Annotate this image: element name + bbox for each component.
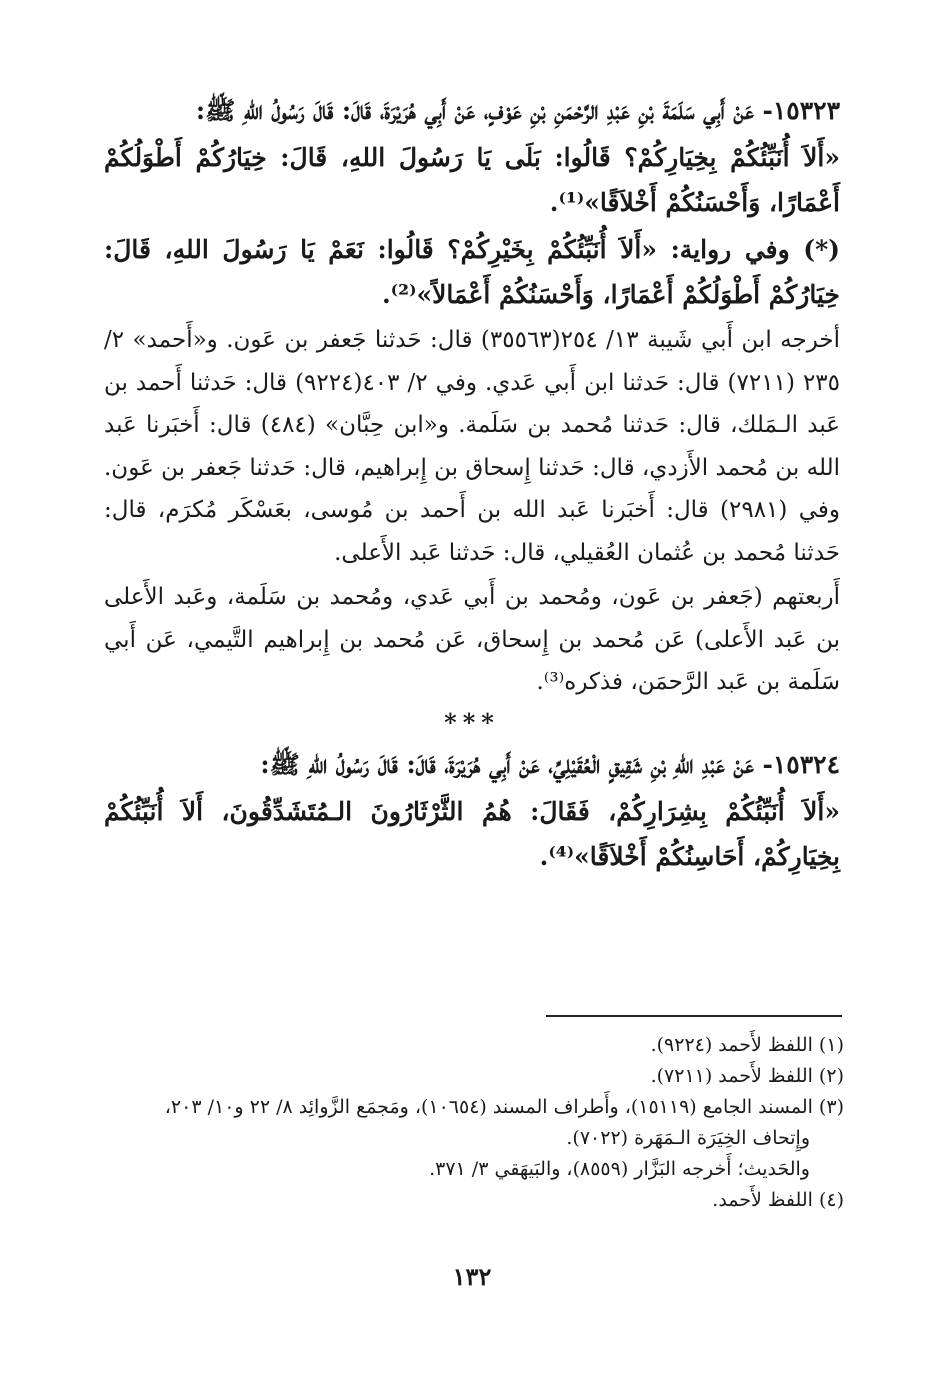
footnote-4: (٤) اللفظ لأَحمد. [712,1189,844,1211]
footnotes [104,1030,844,1216]
footnote-3-continued: وإِتحاف الخِيَرَة الـمَهَرة (٧٠٢٢). [566,1127,810,1149]
footnote-divider [546,1015,842,1017]
takhrij-paragraph: أخرجه ابن أَبي شَيبة ١٣/ ٢٥٤(٣٥٥٦٣) قال: حَدثنا جَعفر بن عَون. و«أَحمد» ٢/ ٢٣٥ (٧٢١١) قال: حَدثنا ابن أَبي عَدي. وفي ٢/ ٤٠٣(٩٢٢٤) قال: حَدثنا أَحمد بن عَبد الـمَلك، قال: حَدثنا مُحمد بن سَلَمة. و«ابن حِبَّان» (٤٨٤) قال: أَخبَرنا عَبد الله بن مُحمد الأَزدي، قال: حَدثنا إِسحاق بن إِبراهيم، قال: حَدثنا جَعفر بن عَون. وفي (٢٩٨١) قال: أَخبَرنا عَبد الله بن أَحمد بن مُوسى، بعَسْكَر مُكرَم، قال: حَدثنا مُحمد بن عُثمان العُقيلي، قال: حَدثنا عَبد الأَعلى. [104,327,841,566]
page-number: ١٣٢ [452,1262,492,1291]
hadith-variant: (*) وفي رواية: «أَلاَ أُنَبِّئُكُمْ بِخَيْرِكُمْ؟ قَالُوا: نَعَمْ يَا رَسُولَ اللهِ، قَالَ: خِيَارُكُمْ أَطْوَلُكُمْ أَعْمَارًا، وَأَحْسَنُكُمْ أَعْمَالاً»⁽²⁾. [104,235,840,309]
isnad-summary: أَربعتهم (جَعفر بن عَون، ومُحمد بن أَبي عَدي، ومُحمد بن سَلَمة، وعَبد الأَعلى بن عَبد الأَعلى) عَن مُحمد بن إِسحاق، عَن مُحمد بن إِبراهيم التَّيمي، عَن أَبي سَلَمة بن عَبد الرَّحمَن، فذكره⁽³⁾. [104,584,840,695]
page-body [104,88,840,881]
hadith-text: «أَلاَ أُنَبِّئُكُمْ بِخِيَارِكُمْ؟ قَالُوا: بَلَى يَا رَسُولَ اللهِ، قَالَ: خِيَارُكُمْ أَطْوَلُكُمْ أَعْمَارًا، وَأَحْسَنُكُمْ أَخْلاَقًا»⁽¹⁾. [104,143,840,217]
footnote-3: (٣) المسند الجامع (١٥١١٩)، وأَطراف المسند (١٠٦٥٤)، ومَجمَع الزَّوائِد ٨/ ٢٢ و١٠/ ٢٠٣، [164,1096,844,1118]
hadith-number: ١٥٣٢٣ [772,96,840,125]
hadith-isnad: - عَنْ أَبِي سَلَمَةَ بْنِ عَبْدِ الرَّحْمَنِ بْنِ عَوْفٍ، عَنْ أَبِي هُرَيْرَةَ، قَالَ: قَالَ رَسُولُ اللهِ ﷺ: [195,96,773,125]
hadith-15323-header [104,88,840,133]
hadith-number: ١٥٣٢٤ [772,749,840,779]
hadith-15324-header [104,742,840,787]
section-separator: *** [444,707,500,737]
hadith-text: «أَلاَ أُنَبِّئُكُمْ بِشِرَارِكُمْ، فَقَالَ: هُمُ الثَّرْثَارُونَ الـمُتَشَدِّقُونَ، أَلاَ أُنَبِّئُكُمْ بِخِيَارِكُمْ، أَحَاسِنُكُمْ أَخْلاَقًا»⁽⁴⁾. [104,796,840,871]
footnote-1: (١) اللفظ لأَحمد (٩٢٢٤). [650,1034,844,1056]
footnote-2: (٢) اللفظ لأَحمد (٧٢١١). [650,1065,844,1087]
hadith-isnad: - عَنْ عَبْدِ اللهِ بْنِ شَقِيقٍ الْعُقَيْلِيِّ، عَنْ أَبِي هُرَيْرَةَ، قَالَ: قَالَ رَسُولُ اللهِ ﷺ: [260,749,773,779]
footnote-3-note: والحَديث؛ أَخرجه البَزَّار (٨٥٥٩)، والبَيهَقي ٣/ ٣٧١. [429,1158,810,1180]
